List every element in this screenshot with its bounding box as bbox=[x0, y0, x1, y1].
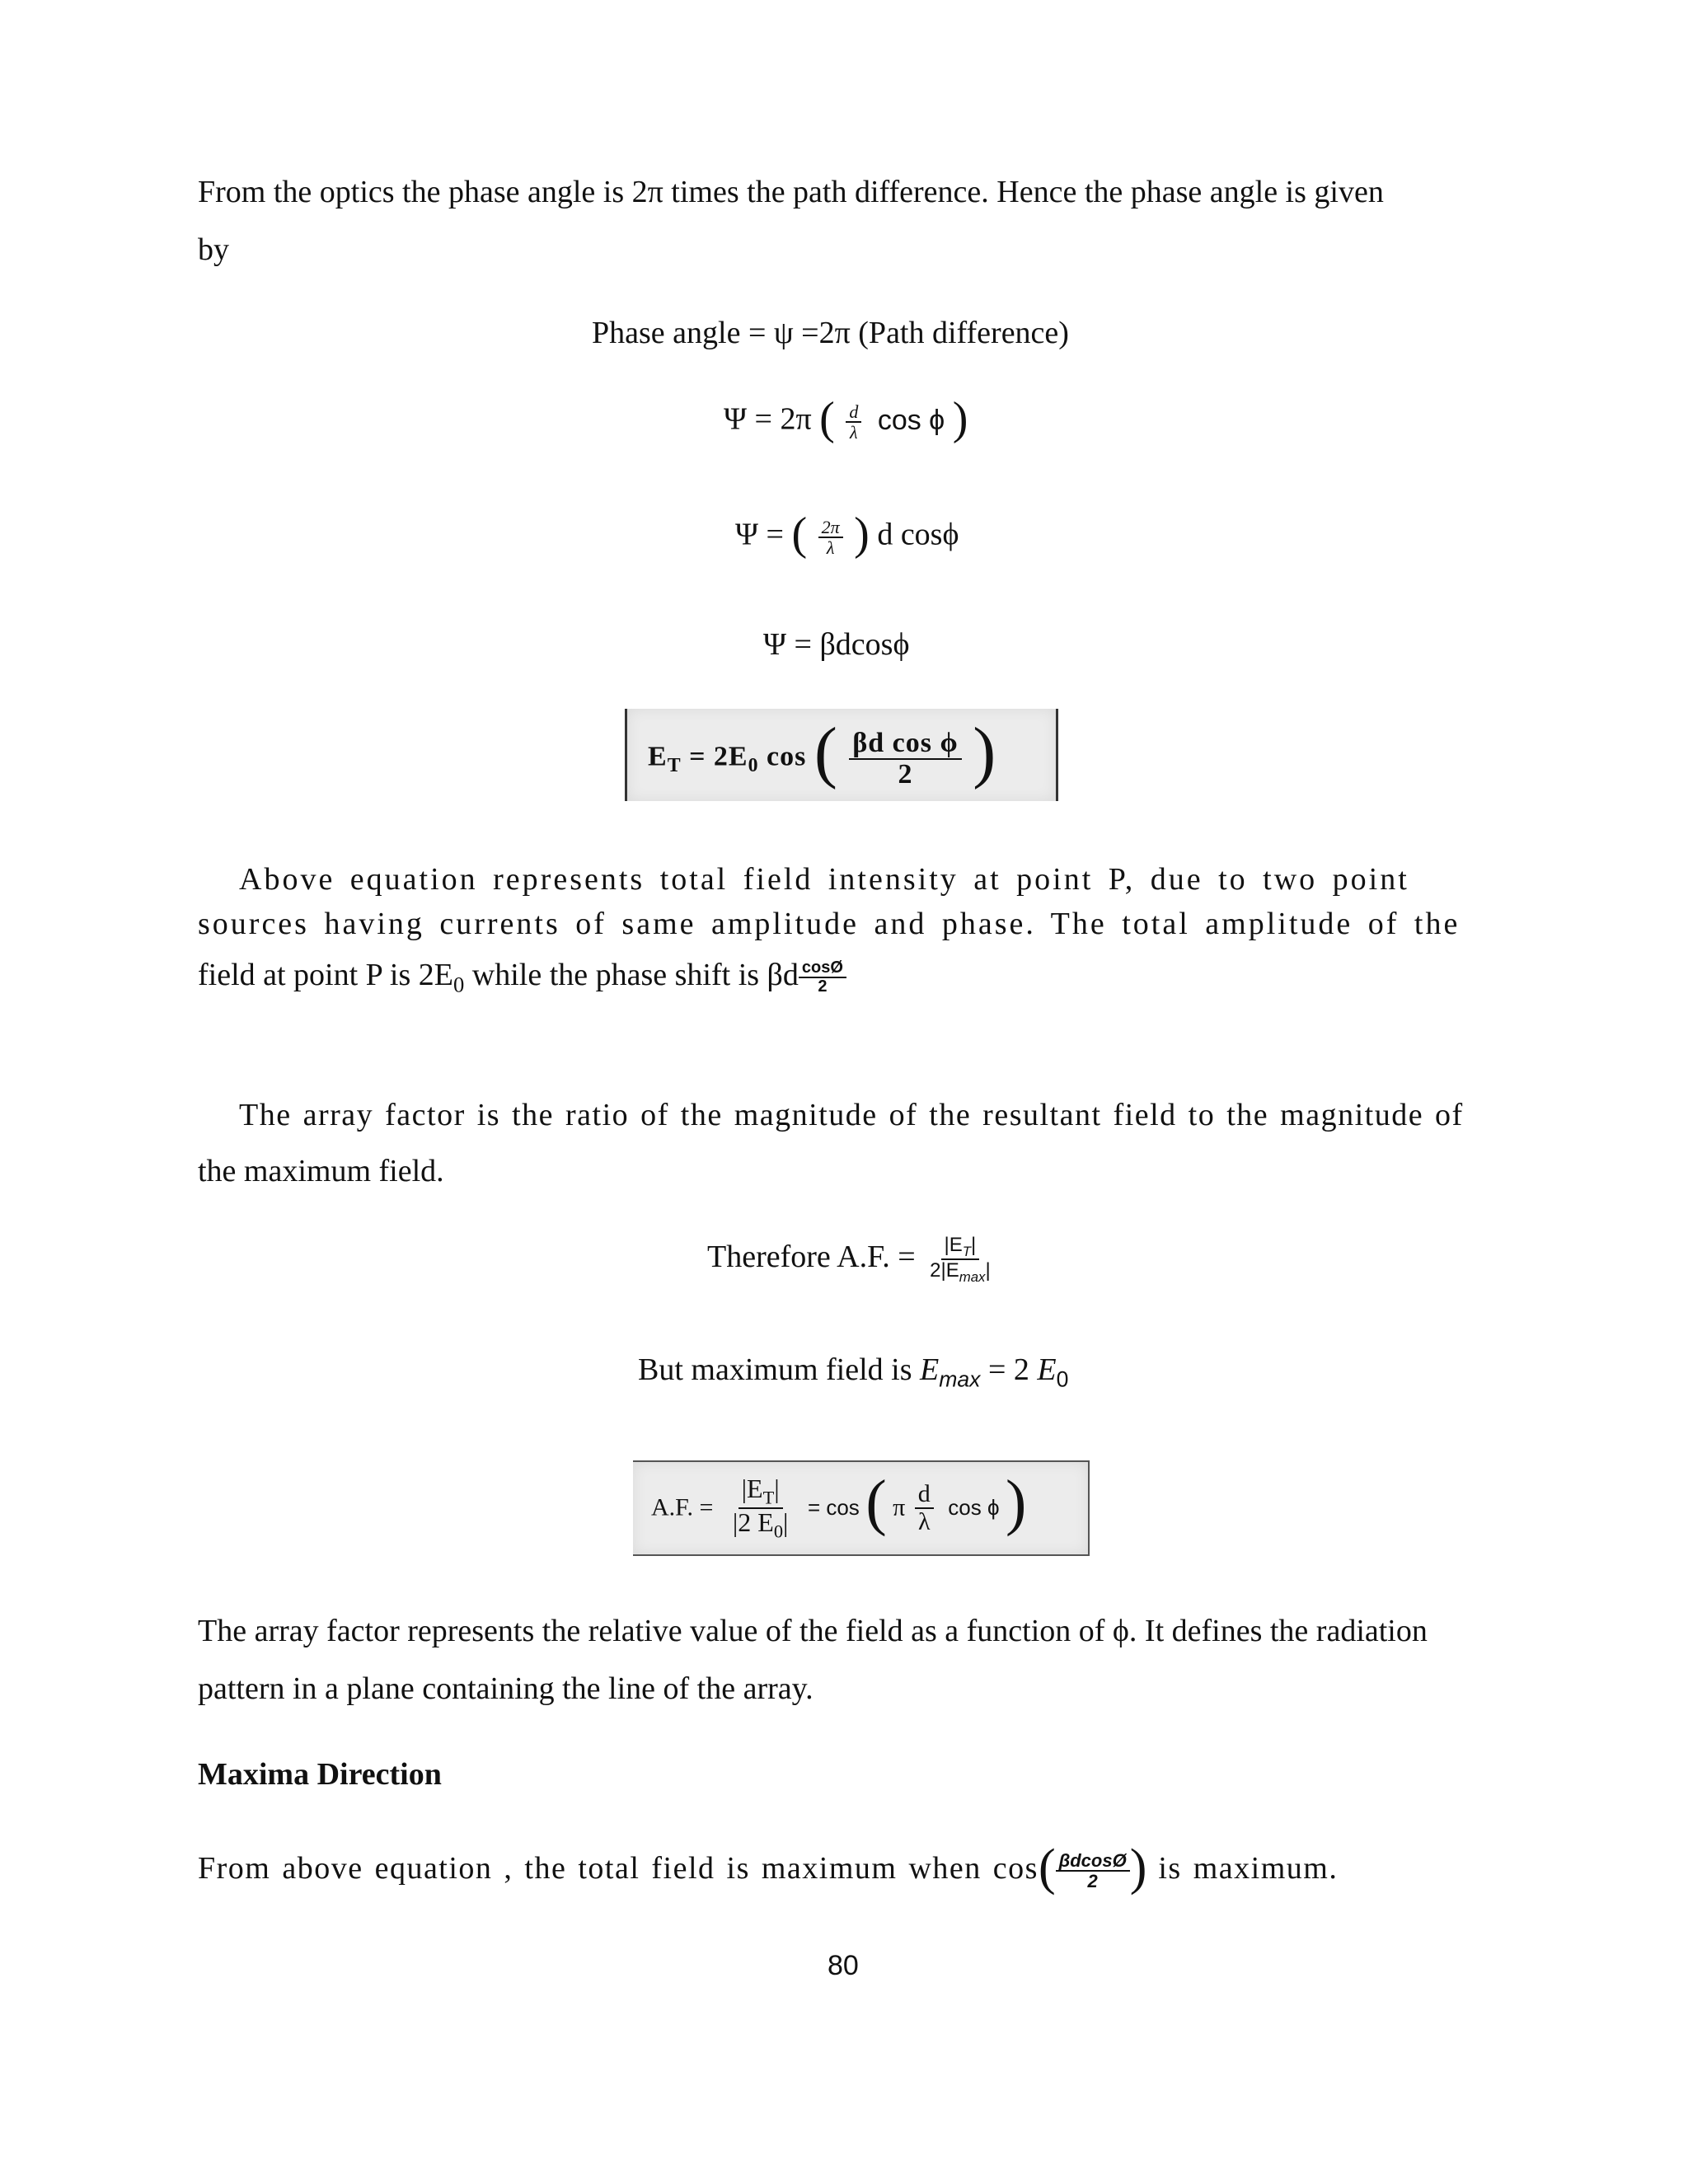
paragraph-1-line-1: From the optics the phase angle is 2π times the path difference. Hence the phase angle is given bbox=[198, 175, 1384, 209]
equation-total-field: $E_T = 2E_0$ cos ( $\frac{\text{βd cos ϕ}}{2}$ ) bbox=[648, 714, 997, 790]
eq6-lhs: Therefore A.F. = bbox=[707, 1240, 916, 1275]
p5-a: From above equation , the total field is maximum when cos bbox=[198, 1851, 1039, 1886]
eq5-lhs: E bbox=[648, 741, 668, 772]
eq3-lhs: Ψ = bbox=[735, 517, 784, 552]
paragraph-2-line-2: sources having currents of same amplitude and phase. The total amplitude of the bbox=[198, 907, 1461, 941]
eq7-sub2: 0 bbox=[1056, 1366, 1069, 1392]
eq8-pi: π bbox=[893, 1493, 906, 1521]
eq5-num: βd cos ϕ bbox=[849, 729, 961, 760]
eq5-lhs-sub: T bbox=[667, 755, 682, 777]
eq8-num-end: | bbox=[774, 1473, 780, 1503]
eq2-rest: cos ϕ bbox=[877, 404, 945, 436]
paragraph-1-line-2: by bbox=[198, 232, 229, 267]
paragraph-3-line-1: The array factor is the ratio of the magnitude of the resultant field to the magnitude of bbox=[239, 1098, 1464, 1132]
eq3-rest: d cosϕ bbox=[877, 517, 959, 552]
p2-line3-sub: 0 bbox=[452, 972, 465, 997]
eq5-mid-sub: 0 bbox=[748, 755, 759, 777]
equation-array-factor-ratio bbox=[707, 1235, 997, 1285]
eq8-num-sub: T bbox=[762, 1486, 775, 1507]
eq6-num-sub: T bbox=[962, 1243, 972, 1259]
p2-frac-num: cosØ bbox=[799, 959, 846, 978]
paragraph-2-line-1: Above equation represents total field intensity at point P, due to two point bbox=[239, 862, 1409, 897]
eq8-den-end: | bbox=[783, 1507, 789, 1537]
p2-frac-den: 2 bbox=[818, 977, 828, 996]
equation-phase-angle: Phase angle = ψ =2π (Path difference) bbox=[592, 316, 1069, 350]
eq8-fden: λ bbox=[918, 1507, 931, 1535]
equation-psi-2pi: Ψ = 2π ( $\frac{d}{\lambda}$ cos ϕ ) bbox=[724, 393, 968, 444]
section-heading-maxima-direction: Maxima Direction bbox=[198, 1757, 442, 1792]
p2-line3-b: while the phase shift is βd bbox=[464, 958, 799, 992]
eq8-num: |E bbox=[741, 1473, 763, 1503]
eq6-num: |E bbox=[944, 1234, 963, 1256]
eq2-den: λ bbox=[850, 422, 858, 443]
eq8-fnum: d bbox=[915, 1481, 934, 1509]
eq3-den: λ bbox=[826, 537, 835, 558]
eq8-rest: cos ϕ bbox=[948, 1495, 1000, 1520]
eq8-lhs: A.F. = bbox=[651, 1493, 714, 1521]
equation-max-field bbox=[638, 1352, 1068, 1393]
equation-psi-2pi-over-lambda: Ψ = ( $\frac{2\pi}{\lambda}$ ) d cosϕ bbox=[735, 509, 959, 560]
eq7-sub: max bbox=[939, 1366, 981, 1392]
p5-frac-num: βdcosØ bbox=[1056, 1851, 1130, 1872]
eq8-eq: = cos bbox=[807, 1495, 860, 1520]
paragraph-5: From above equation , the total field is maximum when cos( $\frac{\beta dcosØ}{2}$ ) is maximum. bbox=[198, 1840, 1339, 1896]
eq2-lhs: Ψ = 2π bbox=[724, 401, 812, 437]
equation-psi-beta: Ψ = βdcosϕ bbox=[763, 627, 910, 662]
eq6-den: 2|E bbox=[930, 1259, 959, 1282]
eq7-a: But maximum field is bbox=[638, 1352, 920, 1387]
equation-array-factor: A.F. = $\frac{|E_T|}{|2 E_0|}$ = cos ( π $\frac{d}{\lambda}$ cos ϕ ) bbox=[651, 1468, 1027, 1541]
eq6-den-end: | bbox=[985, 1259, 991, 1282]
paragraph-2-line-3 bbox=[198, 946, 850, 1014]
eq7-e: E bbox=[919, 1352, 940, 1387]
eq6-num-end: | bbox=[971, 1234, 977, 1256]
paragraph-4-line-2: pattern in a plane containing the line of the array. bbox=[198, 1671, 814, 1706]
p2-line3-a: field at point P is 2E bbox=[198, 958, 453, 992]
paragraph-4-line-1: The array factor represents the relative value of the field as a function of ϕ. It defines the radiation bbox=[198, 1614, 1428, 1648]
page-number: 80 bbox=[828, 1950, 859, 1981]
eq7-b: = 2 bbox=[980, 1352, 1038, 1387]
p5-frac-den: 2 bbox=[1087, 1871, 1098, 1892]
eq6-den-sub: max bbox=[959, 1269, 986, 1286]
p5-b: is maximum. bbox=[1146, 1851, 1339, 1886]
eq8-den: |2 E bbox=[732, 1507, 774, 1537]
eq3-num: 2π bbox=[818, 518, 843, 538]
eq2-num: d bbox=[846, 402, 861, 423]
eq8-den-sub: 0 bbox=[773, 1520, 784, 1541]
paragraph-3-line-2: the maximum field. bbox=[198, 1154, 444, 1188]
eq5-den: 2 bbox=[898, 758, 913, 790]
eq5-mid: = 2E bbox=[681, 741, 748, 772]
eq5-cos: cos bbox=[758, 741, 807, 772]
eq7-e2: E bbox=[1037, 1352, 1057, 1387]
